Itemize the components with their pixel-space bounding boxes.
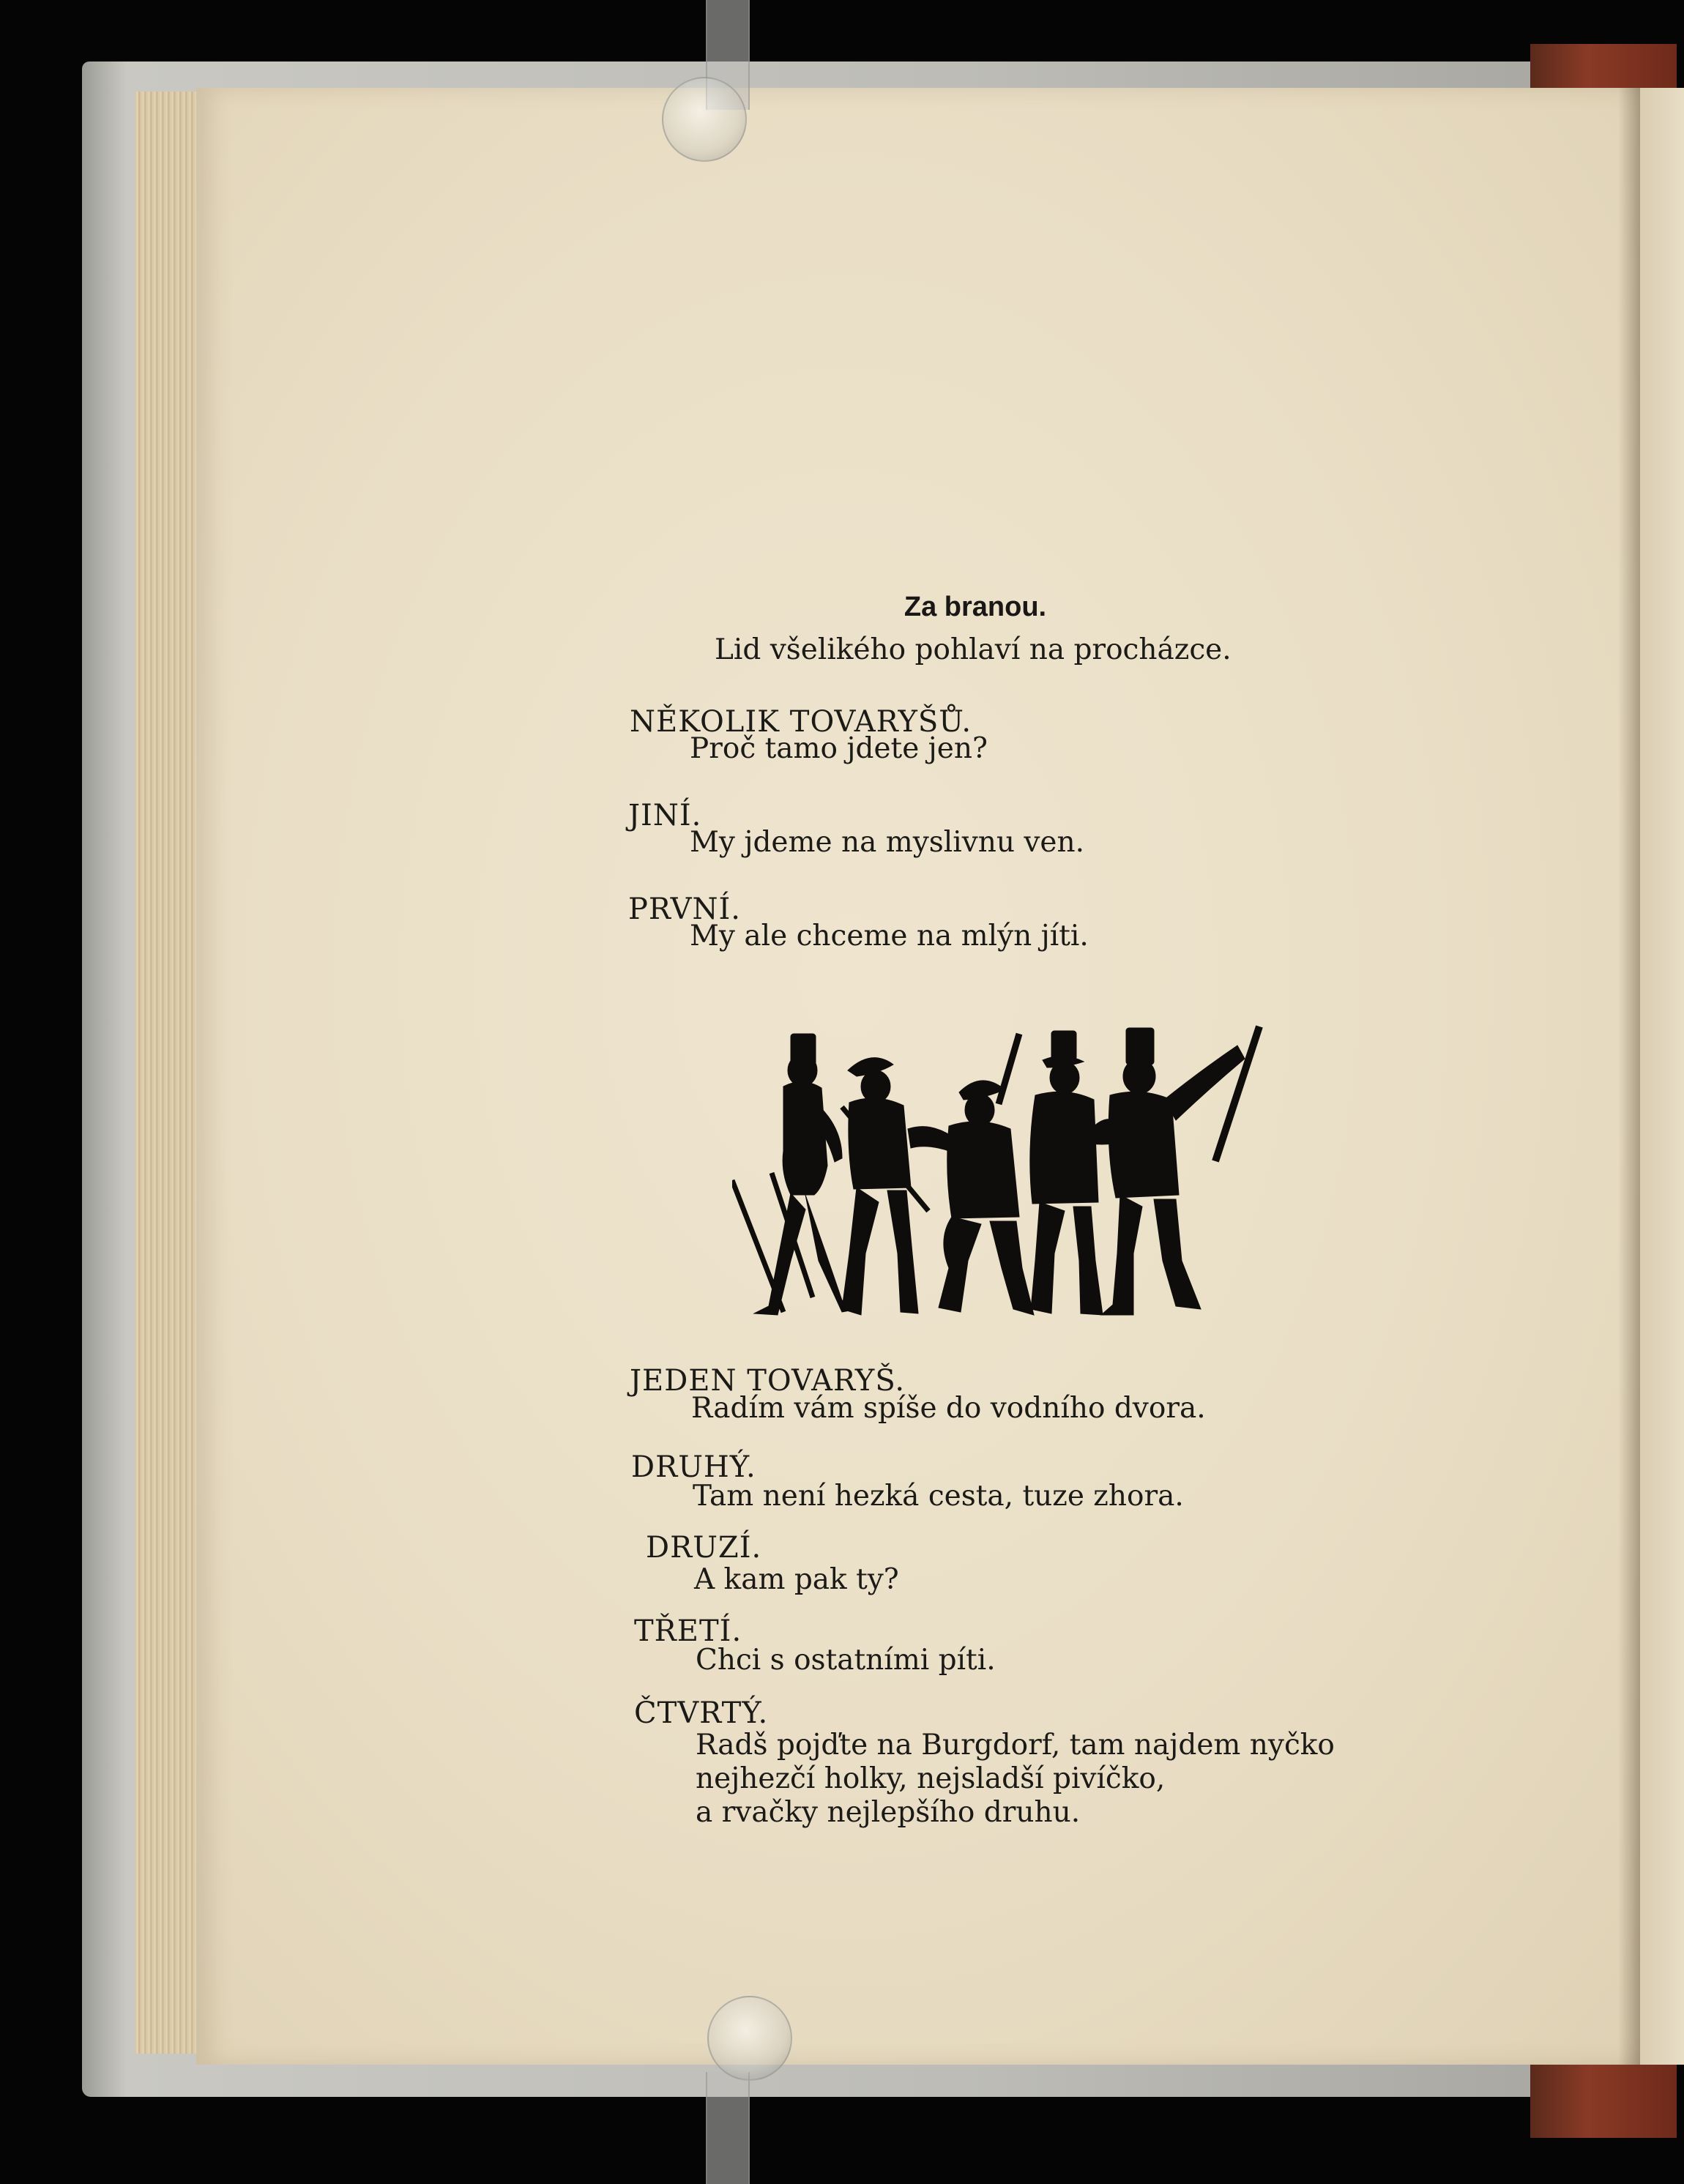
speaker-name: JINÍ. <box>628 799 702 832</box>
dialogue-line: nejhezčí holky, nejsladší pivíčko, <box>696 1762 1166 1795</box>
page-clip-bottom <box>707 1996 792 2081</box>
page-edges <box>135 92 200 2054</box>
dialogue-line: Radím vám spíše do vodního dvora. <box>691 1392 1206 1425</box>
speaker-name: PRVNÍ. <box>628 892 742 926</box>
dialogue-line: Proč tamo jdete jen? <box>690 732 988 765</box>
facing-page-edge <box>1636 88 1684 2065</box>
stage-direction: Lid všelikého pohlaví na procházce. <box>715 633 1232 666</box>
dialogue-line: My jdeme na myslivnu ven. <box>690 826 1084 859</box>
page-clip-band-bottom <box>706 2072 750 2184</box>
dialogue-line: Radš pojďte na Burgdorf, tam najdem nyčko <box>696 1729 1335 1762</box>
dialogue-line: My ale chceme na mlýn jíti. <box>690 920 1089 953</box>
page-gutter-shadow <box>1618 88 1640 2065</box>
speaker-name: NĚKOLIK TOVARYŠŮ. <box>630 705 972 739</box>
dialogue-line: Tam není hezká cesta, tuze zhora. <box>693 1480 1184 1513</box>
speaker-name: JEDEN TOVARYŠ. <box>630 1364 906 1398</box>
dialogue-line: a rvačky nejlepšího druhu. <box>696 1796 1081 1829</box>
dialogue-line: Chci s ostatními píti. <box>696 1644 996 1677</box>
scene-title: Za branou. <box>904 592 1047 622</box>
dialogue-line: A kam pak ty? <box>694 1563 899 1596</box>
page-clip-top <box>662 77 747 162</box>
speaker-name: DRUZÍ. <box>646 1531 762 1565</box>
speaker-name: ČTVRTÝ. <box>634 1696 769 1730</box>
silhouette-journeymen-icon <box>732 1019 1296 1327</box>
speaker-name: DRUHÝ. <box>631 1450 756 1484</box>
speaker-name: TŘETÍ. <box>634 1614 742 1648</box>
